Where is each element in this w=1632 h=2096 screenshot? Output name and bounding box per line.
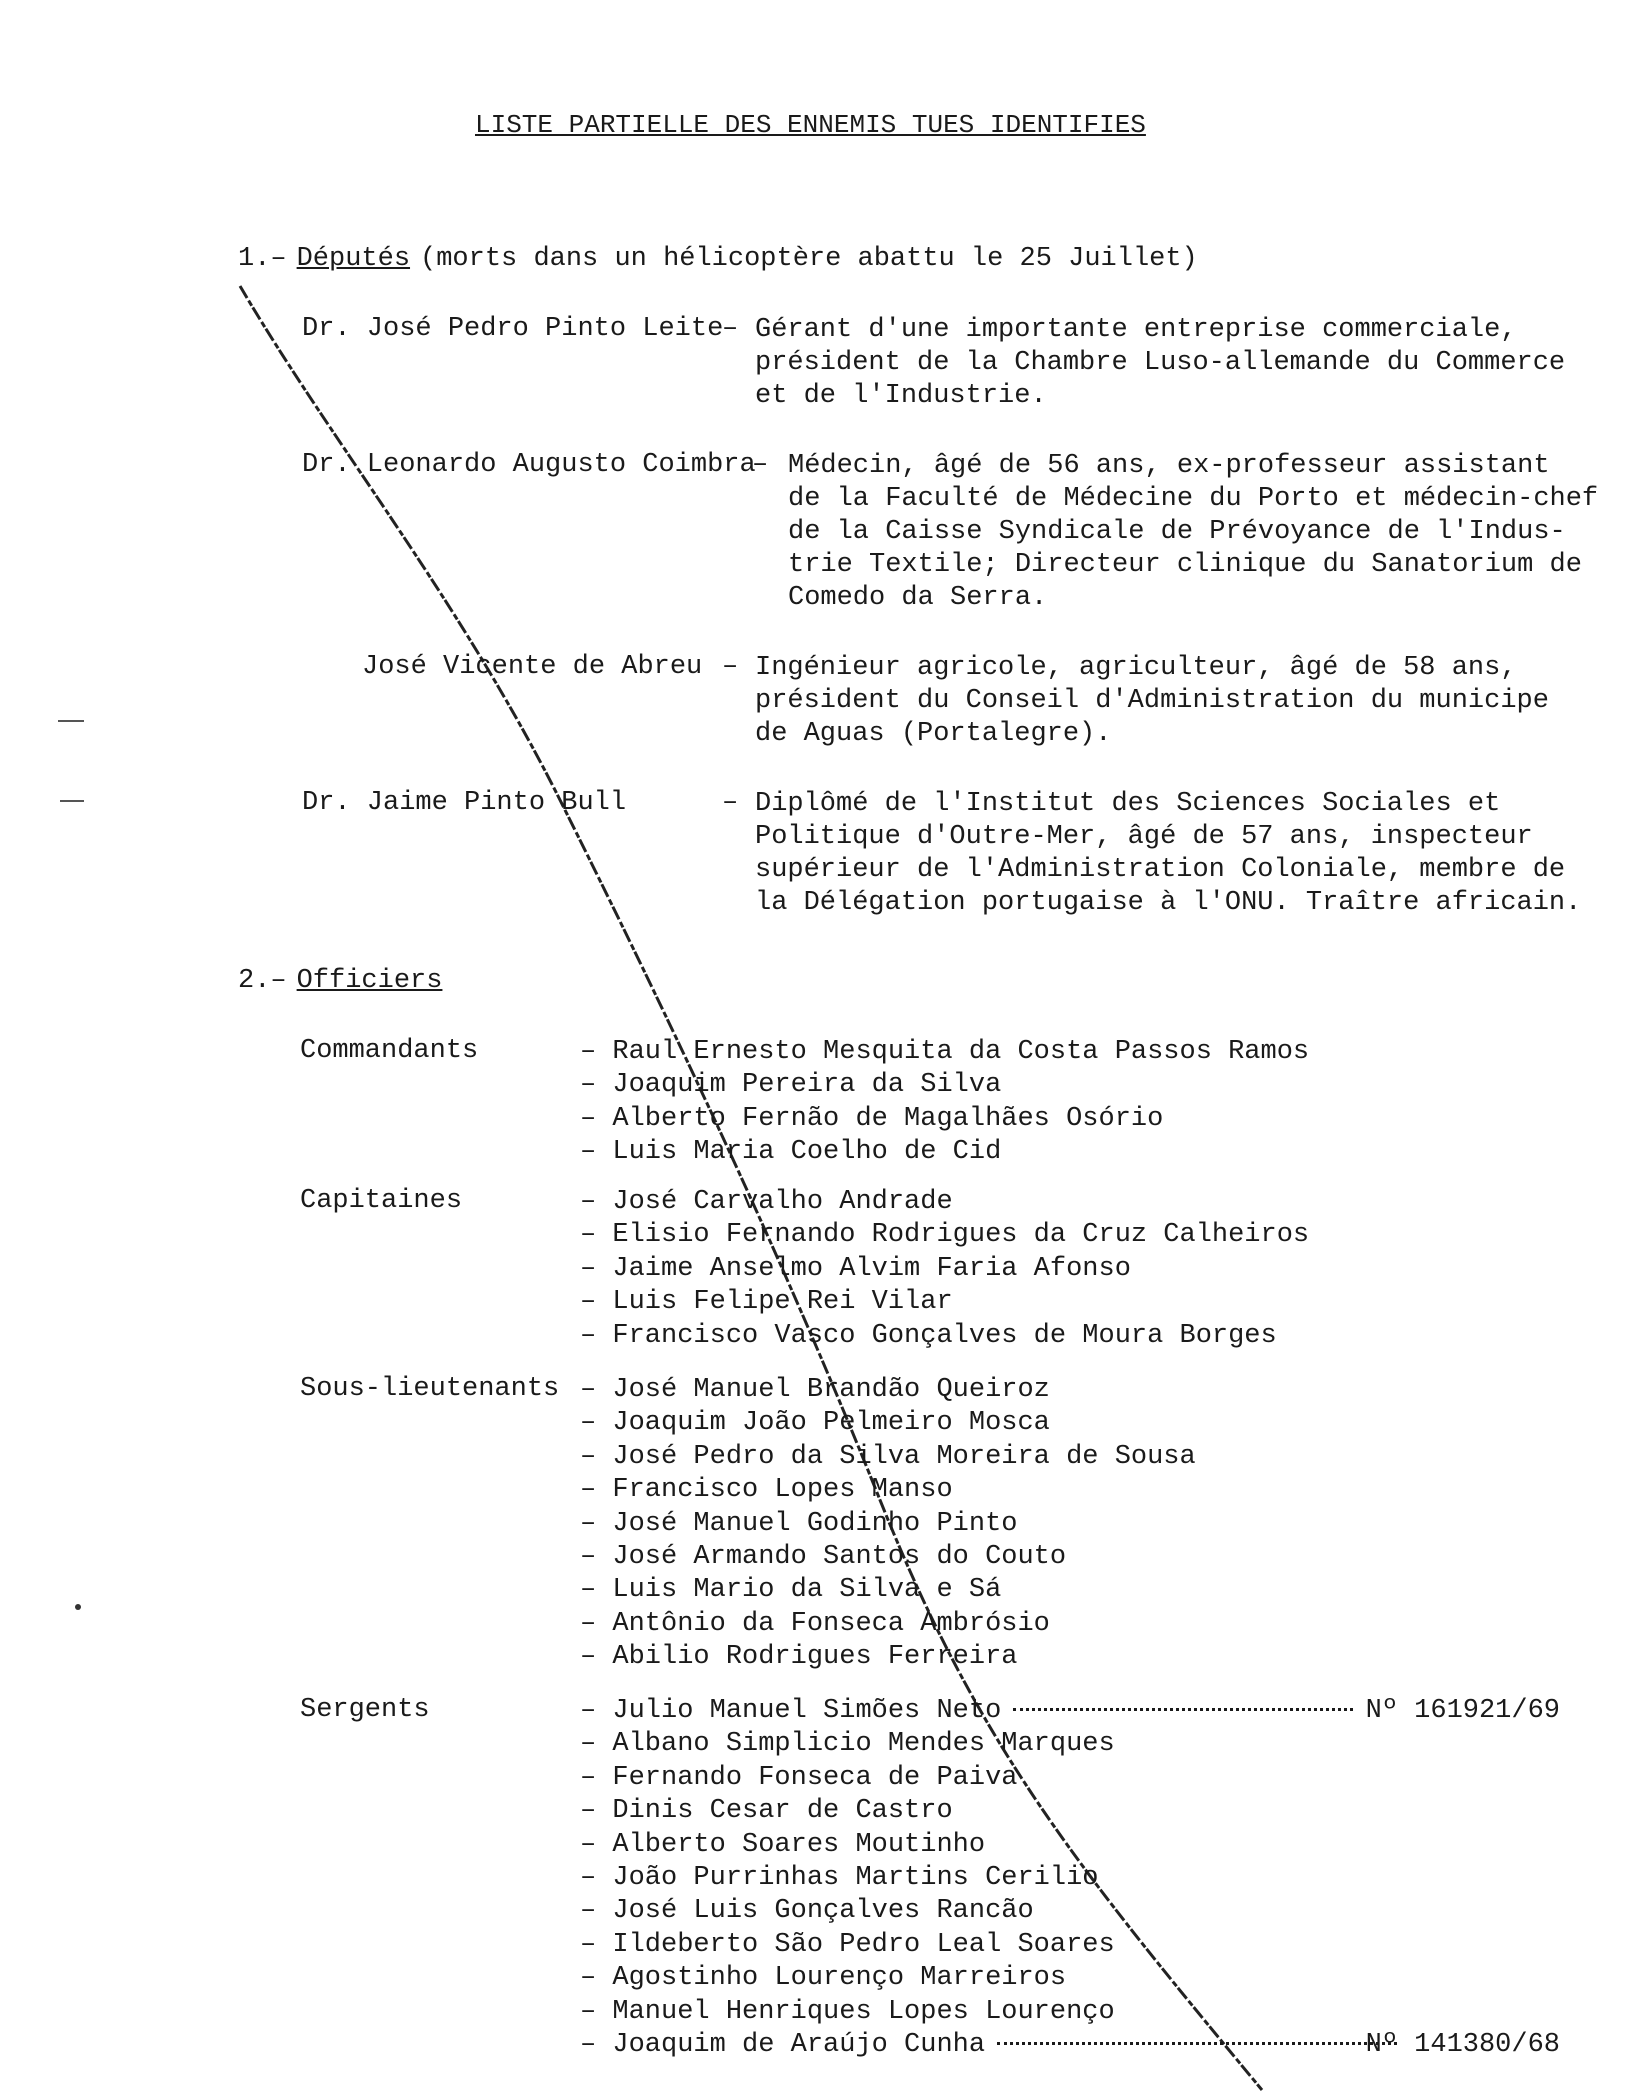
officer-name-with-ref (580, 2029, 1560, 2062)
depute-description: Gérant d'une importante entreprise commerciale, président de la Chambre Luso-allemande du Commerce et de l'Industrie. (755, 315, 1566, 411)
officer-name: – Luis Mario da Silva e Sá (580, 1574, 1196, 1607)
officer-name: – Antônio da Fonseca Ambrósio (580, 1608, 1196, 1641)
officer-name: – Francisco Lopes Manso (580, 1474, 1196, 1507)
officer-name: – Luis Felipe Rei Vilar (580, 1286, 1309, 1319)
reference-number: Nº 141380/68 (1365, 2029, 1560, 2060)
officer-name: – Raul Ernesto Mesquita da Costa Passos Ramos (580, 1036, 1309, 1069)
section-label: Officiers (296, 966, 443, 996)
commandants-list (580, 1036, 1309, 1170)
sergents-list (580, 1695, 1560, 2062)
depute-description: Ingénieur agricole, agriculteur, âgé de 58 ans, président du Conseil d'Administration du municipe de Aguas (Portalegre). (755, 653, 1549, 749)
officer-name: – José Armando Santos do Couto (580, 1541, 1196, 1574)
document-title: LISTE PARTIELLE DES ENNEMIS TUES IDENTIFIES (475, 110, 1146, 140)
section-number: 1.– (238, 244, 287, 274)
rank-label: Sergents (300, 1695, 430, 1725)
depute-name: Dr. Leonardo Augusto Coimbra (302, 450, 756, 480)
officer-name: Joaquim de Araújo Cunha (612, 2029, 986, 2060)
officer-name: – Manuel Henriques Lopes Lourenço (580, 1996, 1560, 2029)
margin-speck (75, 1604, 81, 1610)
officer-name: – José Pedro da Silva Moreira de Sousa (580, 1441, 1196, 1474)
section-officiers-heading (238, 966, 452, 996)
officer-name: – Alberto Fernão de Magalhães Osório (580, 1103, 1309, 1136)
depute-name: José Vicente de Abreu (362, 652, 703, 682)
dash: – (722, 314, 739, 344)
officer-name: – Albano Simplicio Mendes Marques (580, 1728, 1560, 1761)
dotted-leader (1013, 1708, 1353, 1711)
officer-name: – Fernando Fonseca de Paiva (580, 1762, 1560, 1795)
depute-name: Dr. Jaime Pinto Bull (302, 788, 627, 818)
rank-label: Capitaines (300, 1186, 463, 1216)
officer-name: – Joaquim Pereira da Silva (580, 1069, 1309, 1102)
officer-name: – José Carvalho Andrade (580, 1186, 1309, 1219)
officer-name: Julio Manuel Simões Neto (612, 1696, 1002, 1726)
depute-name: Dr. José Pedro Pinto Leite (302, 314, 724, 344)
officer-name: – Dinis Cesar de Castro (580, 1795, 1560, 1828)
rank-label: Sous-lieutenants (300, 1374, 560, 1404)
margin-mark (60, 800, 84, 802)
section-deputes-heading (238, 244, 1198, 274)
section-number: 2.– (238, 966, 287, 996)
depute-description: Diplômé de l'Institut des Sciences Sociales et Politique d'Outre-Mer, âgé de 57 ans, inspecteur supérieur de l'Administration Coloniale, membre de la Délégation portugaise à l'ONU. Traître africain. (755, 789, 1582, 918)
dotted-leader (997, 2042, 1397, 2045)
officer-name: – Joaquim João Pelmeiro Mosca (580, 1407, 1196, 1440)
margin-mark (58, 720, 84, 722)
officer-name: – Abilio Rodrigues Ferreira (580, 1641, 1196, 1674)
officer-name-with-ref (580, 1695, 1560, 1728)
officer-name: – Agostinho Lourenço Marreiros (580, 1962, 1560, 1995)
depute-description: Médecin, âgé de 56 ans, ex-professeur assistant de la Faculté de Médecine du Porto et médecin-chef de la Caisse Syndicale de Prévoyance de l'Indus- trie Textile; Directeur clinique du Sanatorium de Comedo da Serra. (788, 451, 1599, 613)
sous-lieutenants-list (580, 1374, 1196, 1675)
section-label: Députés (296, 244, 411, 274)
section-note: (morts dans un hélicoptère abattu le 25 Juillet) (420, 244, 1198, 274)
officer-name: – José Manuel Godinho Pinto (580, 1508, 1196, 1541)
officer-name: – João Purrinhas Martins Cerilio (580, 1862, 1560, 1895)
officer-name: – Ildeberto São Pedro Leal Soares (580, 1929, 1560, 1962)
dash: – (722, 788, 739, 818)
officer-name: – Francisco Vasco Gonçalves de Moura Borges (580, 1320, 1309, 1353)
officer-name: – Jaime Anselmo Alvim Faria Afonso (580, 1253, 1309, 1286)
officer-name: – José Manuel Brandão Queiroz (580, 1374, 1196, 1407)
officer-name: – Alberto Soares Moutinho (580, 1829, 1560, 1862)
dash: – (722, 652, 739, 682)
officer-name: – Elisio Fernando Rodrigues da Cruz Calheiros (580, 1219, 1309, 1252)
dash: – (752, 450, 769, 480)
officer-name: – José Luis Gonçalves Rancão (580, 1895, 1560, 1928)
capitaines-list (580, 1186, 1309, 1353)
officer-name: – Luis Maria Coelho de Cid (580, 1136, 1309, 1169)
reference-number: Nº 161921/69 (1365, 1696, 1560, 1726)
rank-label: Commandants (300, 1036, 479, 1066)
